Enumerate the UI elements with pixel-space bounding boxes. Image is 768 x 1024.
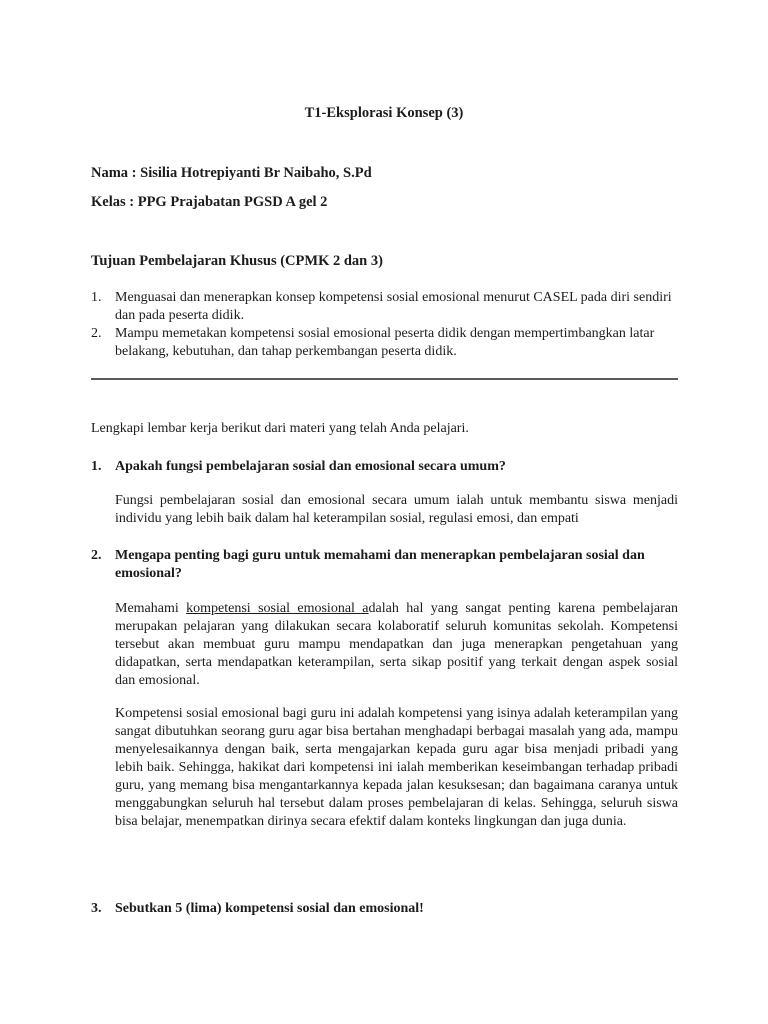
list-item-text: Mampu memetakan kompetensi sosial emosional peserta didik dengan mempertimbangkan latar belakang, kebutuhan, dan tahap perkembangan peserta didik. [115,326,655,359]
question-text: Mengapa penting bagi guru untuk memahami dan menerapkan pembelajaran sosial dan emosional? [115,548,645,581]
question-2 [91,547,681,583]
question-number: 3. [91,901,102,916]
list-item-text: Menguasai dan menerapkan konsep kompetensi sosial emosional menurut CASEL pada diri sendiri dan pada peserta didik. [115,290,672,323]
question-1 [91,458,681,476]
student-name: Nama : Sisilia Hotrepiyanti Br Naibaho, S.Pd [91,165,372,181]
objectives-list [91,289,681,361]
question-text: Sebutkan 5 (lima) kompetensi sosial dan emosional! [115,901,424,916]
answer-paragraph [115,600,678,690]
horizontal-divider [91,378,678,380]
list-item-number: 2. [91,326,102,341]
answer-paragraph: Fungsi pembelajaran sosial dan emosional secara umum ialah untuk membantu siswa menjadi individu yang lebih baik dalam hal keterampilan sosial, regulasi emosi, dan empati [115,493,678,526]
answer-2-continued [115,705,678,831]
underlined-phrase: kompetensi sosial emosional a [186,601,369,616]
document-title: T1-Eksplorasi Konsep (3) [304,105,464,121]
question-text: Apakah fungsi pembelajaran sosial dan emosional secara umum? [115,459,506,474]
instruction-text: Lengkapi lembar kerja berikut dari materi yang telah Anda pelajari. [91,421,469,436]
question-number: 2. [91,548,102,563]
answer-1 [115,492,678,528]
answer-2 [115,600,678,690]
question-number: 1. [91,459,102,474]
student-class: Kelas : PPG Prajabatan PGSD A gel 2 [91,194,328,210]
list-item-number: 1. [91,290,102,305]
objectives-heading: Tujuan Pembelajaran Khusus (CPMK 2 dan 3) [91,253,383,269]
answer-text-start: Memahami [115,601,187,616]
list-item [91,289,681,325]
answer-text-rest: dalah hal yang sangat penting karena pembelajaran merupakan pelajaran yang dilakukan secara kolaboratif seluruh komunitas sekolah. Kompetensi tersebut akan membuat guru mampu mendapatkan dan juga menerapkan pengetahuan yang didapatkan, serta mendapatkan keterampilan, serta sikap positif yang terkait dengan aspek sosial dan emosional. [115,601,678,688]
question-3 [91,900,681,918]
list-item [91,325,681,361]
answer-paragraph: Kompetensi sosial emosional bagi guru ini adalah kompetensi yang isinya adalah keterampilan yang sangat dibutuhkan seorang guru agar bisa bertahan menghadapi berbagai masalah yang ada, mampu menyelesaikannya dengan baik, serta mengajarkan kepada guru agar bisa menjadi pribadi yang lebih baik. Sehingga, hakikat dari kompetensi ini ialah memberikan keseimbangan terhadap pribadi guru, yang memang bisa mengantarkannya kepada jalan kesuksesan; dan bagaimana caranya untuk menggabungkan seluruh hal tersebut dalam proses pembelajaran di kelas. Sehingga, seluruh siswa bisa belajar, menempatkan dirinya secara efektif dalam konteks lingkungan dan juga dunia. [115,706,678,829]
